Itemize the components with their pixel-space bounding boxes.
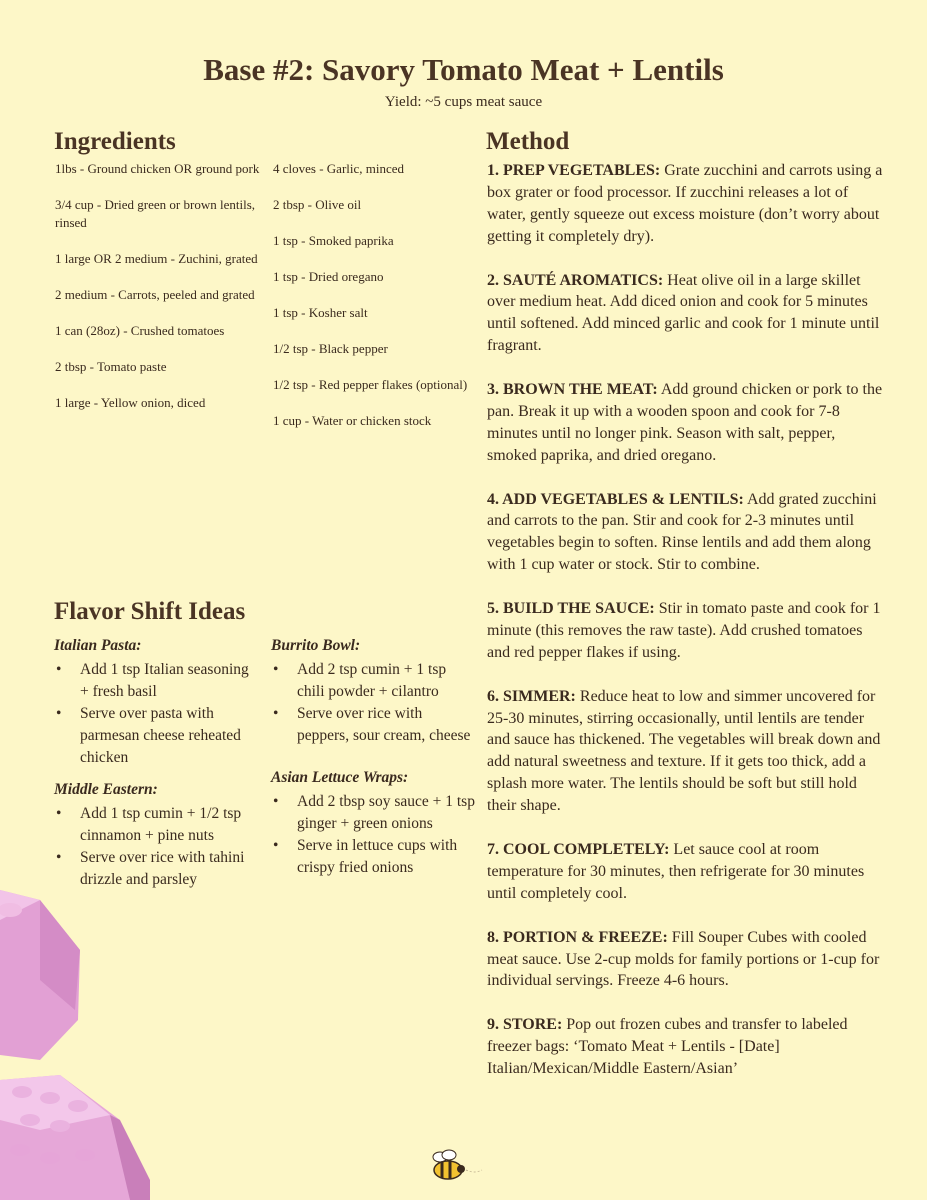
flavor-item: • Serve over rice with peppers, sour cream, cheese [271,703,476,747]
toy-blocks-icon [0,880,150,1200]
flavor-item: • Add 2 tsp cumin + 1 tsp chili powder + cilantro [271,659,476,703]
ingredients-right-column [273,160,483,448]
method-step [487,686,887,817]
step-text: Grate zucchini and carrots using a box grater or food processor. If zucchini releases a lot of water, gently squeeze out excess moisture (don’t worry about getting it completely dry). [487,162,883,245]
step-heading: 1. PREP VEGETABLES: [487,162,661,179]
ingredient-item: 2 medium - Carrots, peeled and grated [55,287,255,302]
flavor-item: • Serve over rice with tahini drizzle and parsley [54,847,259,891]
ingredient-item: 1 cup - Water or chicken stock [273,413,432,428]
method-step [487,1014,887,1080]
ingredient-item: 1 tsp - Smoked paprika [273,233,394,248]
ingredient-item: 2 tbsp - Tomato paste [55,359,167,374]
step-heading: 6. SIMMER: [487,687,576,705]
method-step [487,489,887,577]
flavor-list [54,659,259,769]
flavor-group-name: Middle Eastern: [54,781,158,798]
method-step [487,379,887,467]
step-text: Stir in tomato paste and cook for 1 minute (this removes the raw taste). Add crushed tomatoes and red pepper flakes if using. [487,600,881,661]
flavor-shift-heading: Flavor Shift Ideas [54,598,246,625]
step-text: Fill Souper Cubes with cooled meat sauce. Use 2-cup molds for family portions or 1-cup for individual servings. Freeze 4-6 hours. [487,928,880,990]
ingredients-heading: Ingredients [54,128,176,155]
flavor-group-name: Italian Pasta: [54,637,142,654]
ingredient-item: 1 tsp - Kosher salt [273,305,368,320]
step-text: Reduce heat to low and simmer uncovered for 25-30 minutes, stirring occasionally, until lentils are tender and sauce has thickened. The vegetables will break down and add natural sweetness and texture. If it gets too thick, add a splash more water. The lentils should be soft but still hold their shape. [487,687,881,815]
flavor-group-burrito [271,635,476,747]
ingredients-left-column [55,160,265,430]
ingredient-item: 1lbs - Ground chicken OR ground pork [55,161,260,176]
ingredient-item: 3/4 cup - Dried green or brown lentils, rinsed [55,197,256,230]
ingredient-item: 1 large OR 2 medium - Zuchini, grated [55,251,258,266]
page-title: Base #2: Savory Tomato Meat + Lentils [203,52,724,87]
flavor-item: • Serve in lettuce cups with crispy fried onions [271,835,476,879]
flavor-item: • Add 1 tsp cumin + 1/2 tsp cinnamon + pine nuts [54,803,259,847]
step-text: Add grated zucchini and carrots to the pan. Stir and cook for 2-3 minutes until vegetables begin to soften. Rinse lentils and add them along with 1 cup water or stock. Stir to combine. [487,490,877,574]
flavor-list [271,791,476,879]
ingredient-item: 1/2 tsp - Red pepper flakes (optional) [273,377,468,392]
yield-text: Yield: ~5 cups meat sauce [384,94,543,110]
method-step [487,270,887,358]
step-heading: 4. ADD VEGETABLES & LENTILS: [487,490,744,508]
ingredient-item: 1 large - Yellow onion, diced [55,395,206,410]
method-step [487,160,887,248]
step-text: Let sauce cool at room temperature for 30 minutes, then refrigerate for 30 minutes until completely cool. [487,841,865,902]
flavor-right-column [271,635,476,889]
method-step [487,839,887,905]
step-heading: 9. STORE: [487,1016,563,1034]
ingredient-item: 1 tsp - Dried oregano [273,269,384,284]
flavor-item: • Add 1 tsp Italian seasoning + fresh basil [54,659,259,703]
step-text: Pop out frozen cubes and transfer to labeled freezer bags: ‘Tomato Meat + Lentils - [Date] Italian/Mexican/Middle Eastern/Asian’ [487,1016,848,1078]
step-heading: 8. PORTION & FREEZE: [487,928,668,946]
ingredient-item: 1 can (28oz) - Crushed tomatoes [55,323,225,338]
step-heading: 3. BROWN THE MEAT: [487,381,658,399]
step-heading: 5. BUILD THE SAUCE: [487,600,655,618]
ingredient-item: 4 cloves - Garlic, minced [273,161,405,176]
flavor-group-middle-eastern [54,779,259,891]
flavor-group-name: Asian Lettuce Wraps: [271,769,409,786]
step-text: Heat olive oil in a large skillet over medium heat. Add diced onion and cook for 5 minutes until softened. Add minced garlic and cook for 1 minute until fragrant. [487,271,880,355]
method-step [487,927,887,993]
flavor-group-asian [271,767,476,879]
flavor-list [271,659,476,747]
method-steps [487,160,887,1102]
ingredient-item: 1/2 tsp - Black pepper [273,341,388,356]
flavor-list [54,803,259,891]
step-heading: 7. COOL COMPLETELY: [487,841,670,858]
step-text: Add ground chicken or pork to the pan. Break it up with a wooden spoon and cook for 7-8 minutes until no longer pink. Season with salt, pepper, smoked paprika, and dried oregano. [487,381,883,464]
method-heading: Method [486,128,570,155]
bee-icon [430,1148,490,1188]
ingredient-item: 2 tbsp - Olive oil [273,197,362,212]
flavor-item: • Serve over pasta with parmesan cheese reheated chicken [54,703,259,769]
flavor-left-column [54,635,259,901]
flavor-group-name: Burrito Bowl: [271,637,361,654]
method-step [487,598,887,664]
step-heading: 2. SAUTÉ AROMATICS: [487,271,664,289]
flavor-item: • Add 2 tbsp soy sauce + 1 tsp ginger + green onions [271,791,476,835]
flavor-group-italian [54,635,259,769]
